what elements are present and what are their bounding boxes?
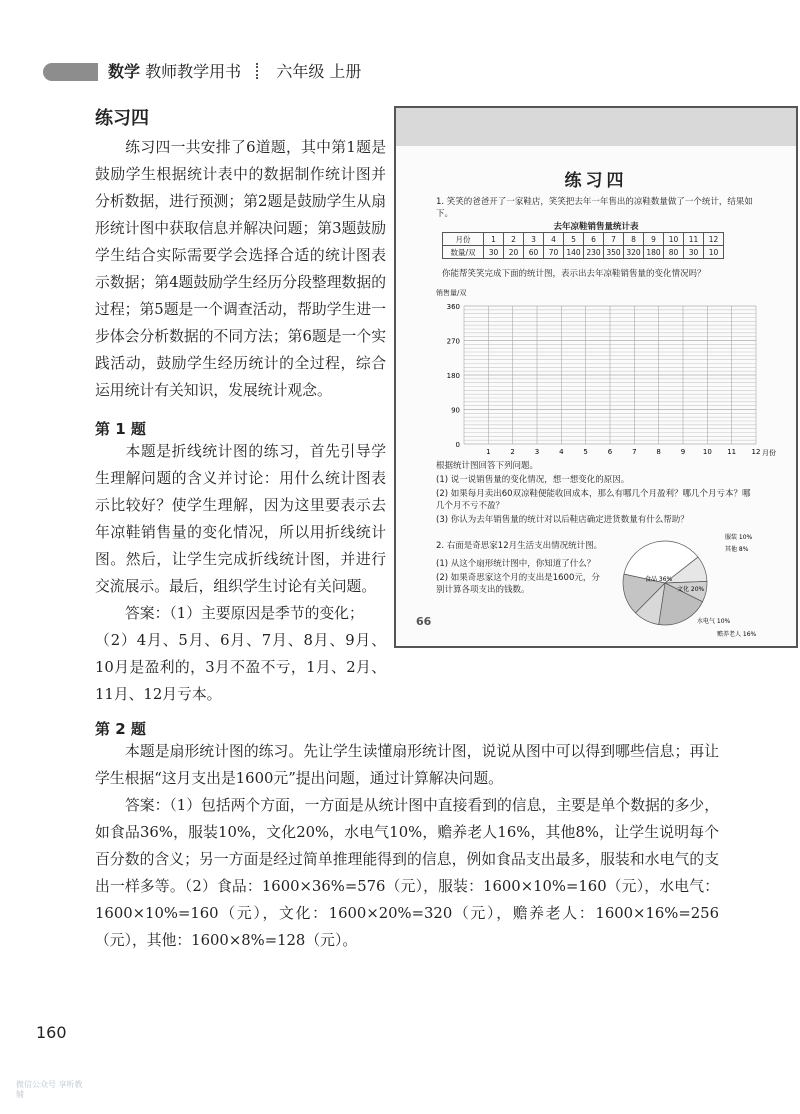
pie-label: 水电气 10% (697, 618, 731, 625)
pie-label: 服装 10% (725, 534, 753, 541)
header-bar (43, 63, 98, 81)
intro-text: 练习四一共安排了6道题，其中第1题是鼓励学生根据统计表中的数据制作统计图并分析数据，进行预测；第2题是鼓励学生从扇形统计图中获取信息并解决问题；第3题鼓励学生结合实际需要学会选择合适的统计图表示数据；第4题鼓励学生经历分段整理数据的过程；第5题是一个调查活动，帮助学生进一步体会分析数据的不同方法；第6题是一个实践活动，鼓励学生经历统计的全过程，综合运用统计有关知识，发展统计观念。 (95, 139, 386, 399)
quantity-cell: 350 (604, 246, 624, 259)
x-tick-label: 3 (534, 448, 540, 456)
textbook-q2-sub1: (1) 从这个扇形统计图中，你知道了什么？ (436, 559, 596, 569)
month-cell: 9 (644, 233, 664, 246)
month-cell: 6 (584, 233, 604, 246)
q2-body-text: 本题是扇形统计图的练习。先让学生读懂扇形统计图，说说从图中可以得到哪些信息；再让学生根据“这月支出是1600元”提出问题，通过计算解决问题。 (95, 743, 719, 787)
q1-body-text: 本题是折线统计图的练习，首先引导学生理解问题的含义并讨论：用什么统计图表示比较好？使学生理解，因为这里要表示去年凉鞋销售量的变化情况，所以用折线统计图。然后，让学生完成折线统计图，并进行交流展示。最后，组织学生讨论有关问题。 (95, 443, 386, 595)
x-tick-label: 10 (702, 448, 712, 456)
month-cell: 7 (604, 233, 624, 246)
month-cell: 5 (564, 233, 584, 246)
x-tick-label: 6 (607, 448, 613, 456)
month-cell: 12 (704, 233, 724, 246)
textbook-sub1: (1) 说一说销售量的变化情况，想一想变化的原因。 (436, 475, 630, 485)
textbook-chart-prompt: 你能帮笑笑完成下面的统计图，表示出去年凉鞋销售量的变化情况吗？ (442, 269, 706, 279)
pie-label: 赡养老人 16% (717, 631, 757, 638)
q1-heading: 第 1 题 (95, 420, 146, 438)
month-cell: 10 (664, 233, 684, 246)
quantity-cell: 180 (644, 246, 664, 259)
y-axis-label: 销售量/双 (436, 289, 467, 297)
section-title: 练习四 (95, 108, 149, 129)
pie-label: 其他 8% (725, 546, 749, 553)
textbook-q2-text: 2. 右面是奇思家12月生活支出情况统计图。 (436, 541, 603, 551)
textbook-title: 练习四 (564, 171, 628, 191)
x-axis-label: 月份 (762, 449, 776, 457)
x-tick-label: 2 (510, 448, 515, 456)
header-subject: 数学 (108, 62, 141, 81)
quantity-cell: 10 (704, 246, 724, 259)
pie-label: 文化 20% (677, 586, 705, 593)
x-tick-label: 9 (680, 448, 686, 456)
quantity-cell: 30 (484, 246, 504, 259)
q1-answer-2: （2）4月、5月、6月、7月、8月、9月、10月是盈利的，3月不盈不亏，1月、2月、11月、12月亏本。 (95, 632, 386, 703)
x-tick-label: 11 (727, 448, 737, 456)
header-separator (256, 63, 261, 79)
y-tick-label: 360 (446, 303, 460, 311)
y-tick-label: 90 (451, 406, 460, 415)
textbook-header-band (396, 108, 796, 146)
q1-body (95, 438, 386, 708)
header-book: 教师教学用书 (145, 62, 242, 81)
textbook-sub2: (2) 如果每月卖出60双凉鞋便能收回成本，那么有哪几个月盈利？哪几个月亏本？哪几个月不亏不盈？ (436, 489, 751, 511)
quantity-cell: 80 (664, 246, 684, 259)
month-cell: 8 (624, 233, 644, 246)
x-tick-label: 8 (656, 448, 661, 456)
chart-grid (464, 306, 756, 444)
x-tick-label: 4 (559, 448, 564, 456)
textbook-table-title: 去年凉鞋销售量统计表 (553, 222, 639, 232)
q2-answer: 答案：（1）包括两个方面，一方面是从统计图中直接看到的信息，主要是单个数据的多少，如食品36%，服装10%，文化20%，水电气10%，赡养老人16%，其他8%，让学生说明每个百分数的含义；另一方面是经过简单推理能得到的信息，例如食品支出最多，服装和水电气的支出一样多等。（2）食品：1600×36%=576（元），服装：1600×10%=160（元），水电气：1600×10%=160（元），文化：1600×20%=320（元），赡养老人：1600×16%=256（元），其他：1600×8%=128（元）。 (95, 797, 719, 949)
table-row (443, 246, 724, 259)
quantity-cell: 30 (684, 246, 704, 259)
quantity-cell: 20 (504, 246, 524, 259)
x-tick-label: 5 (583, 448, 588, 456)
table-header-cell: 月份 (443, 233, 484, 246)
table-row (443, 233, 724, 246)
header-grade: 六年级 上册 (276, 62, 362, 81)
running-header (108, 59, 361, 82)
q2-body (95, 738, 719, 954)
blank-line-chart-grid (434, 298, 774, 458)
month-cell: 2 (504, 233, 524, 246)
quantity-cell: 140 (564, 246, 584, 259)
month-cell: 1 (484, 233, 504, 246)
quantity-cell: 230 (584, 246, 604, 259)
page-number: 160 (36, 1023, 67, 1042)
textbook-q2-sub2: (2) 如果奇思家这个月的支出是1600元，分别计算各项支出的钱数。 (436, 573, 600, 595)
textbook-after-chart: 根据统计图回答下列问题。 (436, 461, 539, 471)
month-cell: 4 (544, 233, 564, 246)
y-tick-label: 180 (446, 372, 460, 380)
textbook-sub3: (3) 你认为去年销售量的统计对以后鞋店确定进货数量有什么帮助？ (436, 515, 689, 525)
textbook-q1-text: 1. 笑笑的爸爸开了一家鞋店，笑笑把去年一年售出的凉鞋数量做了一个统计，结果如下。 (436, 197, 753, 219)
x-ticks (486, 448, 760, 456)
pie-chart (610, 528, 800, 638)
q1-answer-1: 答案：（1）主要原因是季节的变化； (125, 605, 364, 622)
x-tick-label: 1 (486, 448, 491, 456)
textbook-page-number: 66 (416, 615, 432, 628)
month-cell: 11 (684, 233, 704, 246)
quantity-cell: 60 (524, 246, 544, 259)
intro-paragraph (95, 134, 386, 404)
y-tick-label: 0 (455, 441, 460, 449)
textbook-page-image (394, 106, 798, 648)
quantity-cell: 320 (624, 246, 644, 259)
month-cell: 3 (524, 233, 544, 246)
table-header-cell: 数量/双 (443, 246, 484, 259)
x-tick-label: 12 (751, 448, 761, 456)
textbook-sales-table (442, 232, 724, 259)
y-tick-label: 270 (446, 337, 460, 346)
x-tick-label: 7 (632, 448, 637, 456)
y-ticks (447, 303, 460, 449)
q2-heading: 第 2 题 (95, 720, 146, 738)
quantity-cell: 70 (544, 246, 564, 259)
watermark: 微信公众号 享听教辅 (16, 1080, 83, 1099)
pie-label: 食品 36% (645, 576, 673, 583)
pie-slices (623, 541, 707, 625)
